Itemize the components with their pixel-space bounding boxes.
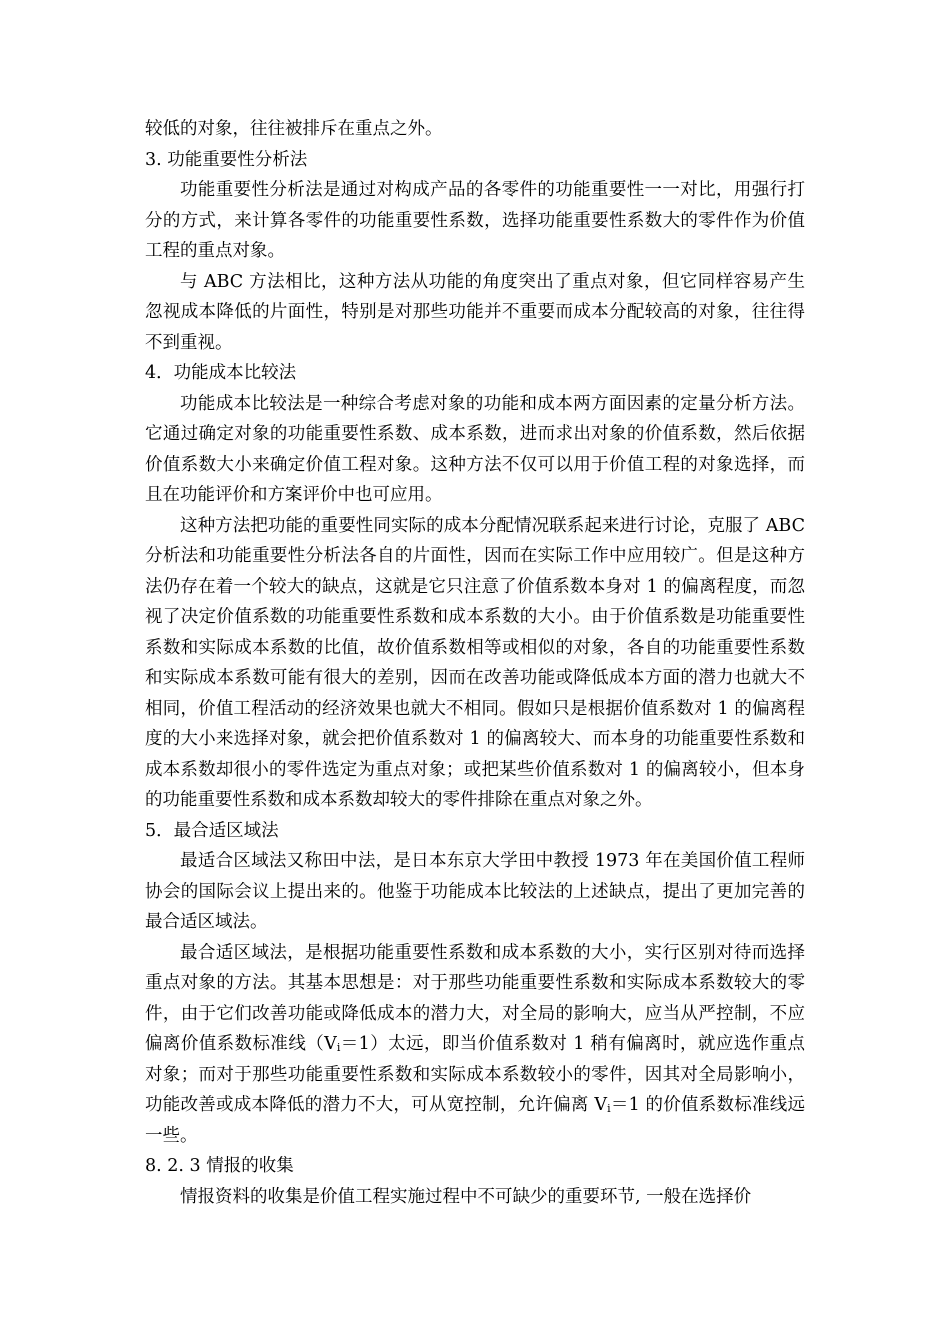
heading-5-optimal-region: 5．最合适区域法 xyxy=(145,820,279,841)
subscript-i: i xyxy=(336,1041,341,1054)
text-segment: 最合适区域法，是根据功能重要性系数和成本系数的大小，实行区别对待而选择重点对象的方法。其基本思想是：对于那些功能重要性系数和实际成本系数较大的零件，由于它们改善功能或降低成本的潜力大，对全局的影响大，应当从严控制，不应偏离价值系数标准线（V xyxy=(145,942,805,1054)
section-heading-8-2-3: 8. 2. 3 情报的收集 xyxy=(145,1156,294,1176)
paragraph-abc-comparison: 与 ABC 方法相比，这种方法从功能的角度突出了重点对象，但它同样容易产生忽视成本降低的片面性，特别是对那些功能并不重要而成本分配较高的对象，往往得不到重视。 xyxy=(145,271,805,353)
text-segment: ＝1 的价值系数标准线远一些。 xyxy=(145,1095,805,1146)
paragraph-function-cost-discussion: 这种方法把功能的重要性同实际的成本分配情况联系起来进行讨论，克服了 ABC 分析法和功能重要性分析法各自的片面性，因而在实际工作中应用较广。但是这种方法仍存在着一个较大的缺点，这就是它只注意了价值系数本身对 1 的偏离程度，而忽视了决定价值系数的功能重要性系数和成本系数的大小。由于价值系数是功能重要性系数和实际成本系数的比值，故价值系数相等或相似的对象，各自的功能重要性系数和实际成本系数可能有很大的差别，因而在改善功能或降低成本方面的潜力也就大不相同，价值工程活动的经济效果也就大不相同。假如只是根据价值系数对 1 的偏离程度的大小来选择对象，就会把价值系数对 1 的偏离较大、而本身的功能重要性系数和成本系数却很小的零件选定为重点对象；或把某些价值系数对 1 的偏离较小，但本身的功能重要性系数和成本系数却较大的零件排除在重点对象之外。 xyxy=(145,515,805,810)
paragraph-continuation: 较低的对象，往往被排斥在重点之外。 xyxy=(145,119,443,139)
text-segment: ＝1）太远，即当价值系数对 1 稍有偏离时，就应选作重点对象；而对于那些功能重要性系数和实际成本系数较小的零件，因其对全局影响小，功能改善或成本降低的潜力不大，可从宽控制，允许偏离 V xyxy=(145,1034,805,1115)
paragraph-function-cost-method: 功能成本比较法是一种综合考虑对象的功能和成本两方面因素的定量分析方法。它通过确定对象的功能重要性系数、成本系数，进而求出对象的价值系数，然后依据价值系数大小来确定价值工程对象。这种方法不仅可以用于价值工程的对象选择，而且在功能评价和方案评价中也可应用。 xyxy=(145,393,805,505)
paragraph-information-collection: 情报资料的收集是价值工程实施过程中不可缺少的重要环节, 一般在选择价 xyxy=(180,1186,752,1207)
paragraph-optimal-region-method xyxy=(145,938,805,1152)
subscript-i: i xyxy=(607,1102,611,1115)
heading-3-function-importance: 3. 功能重要性分析法 xyxy=(145,149,308,170)
heading-4-function-cost: 4．功能成本比较法 xyxy=(145,363,297,383)
paragraph-function-importance: 功能重要性分析法是通过对构成产品的各零件的功能重要性一一对比，用强行打分的方式，来计算各零件的功能重要性系数，选择功能重要性系数大的零件作为价值工程的重点对象。 xyxy=(145,180,805,261)
paragraph-tanaka-method: 最适合区域法又称田中法，是日本东京大学田中教授 1973 年在美国价值工程师协会的国际会议上提出来的。他鉴于功能成本比较法的上述缺点，提出了更加完善的最合适区域法。 xyxy=(145,851,805,932)
document-body xyxy=(145,114,805,1212)
